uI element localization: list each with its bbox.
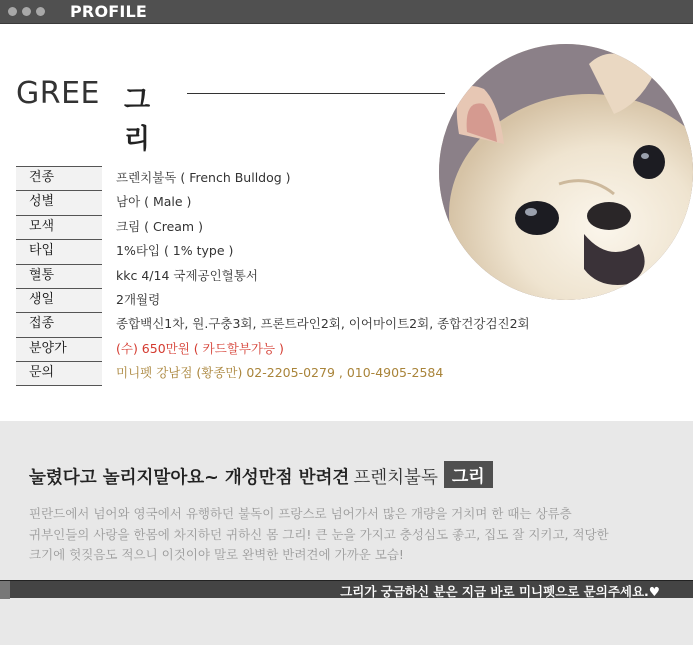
dot-icon [36, 7, 45, 16]
name-english: GREE [16, 76, 101, 111]
dot-icon [8, 7, 17, 16]
info-label: 성별 [16, 190, 102, 214]
description-headline [29, 461, 493, 491]
info-row [16, 190, 536, 214]
info-value: 프렌치불독 ( French Bulldog ) [116, 170, 291, 185]
dot-icon [22, 7, 31, 16]
info-row [16, 312, 536, 336]
section-title: PROFILE [70, 2, 148, 21]
info-value: kkc 4/14 국제공인혈통서 [116, 267, 258, 283]
info-row [16, 288, 536, 312]
info-row [16, 239, 536, 263]
info-label: 모색 [16, 215, 102, 239]
contact-banner [0, 580, 693, 598]
info-row [16, 264, 536, 288]
banner-accent [0, 581, 10, 599]
info-row [16, 166, 536, 190]
description-line: 크기에 헛짖음도 적으니 이것이야 말로 완벽한 반려견에 가까운 모습! [29, 547, 404, 562]
info-label: 접종 [16, 312, 102, 336]
info-label: 분양가 [16, 337, 102, 361]
name-korean: 그리 [124, 85, 151, 155]
headline-main: 눌렸다고 놀리지말아요~ 개성만점 반려견 [29, 468, 350, 488]
info-row [16, 215, 536, 239]
info-value: 1%타입 ( 1% type ) [116, 243, 234, 259]
name-divider [187, 93, 445, 94]
info-row [16, 337, 536, 361]
header-dots [8, 7, 45, 16]
info-row [16, 361, 536, 385]
contact-banner-text: 그리가 궁금하신 분은 지금 바로 미니펫으로 문의주세요.♥ [340, 584, 660, 599]
description-line: 핀란드에서 넘어와 영국에서 유행하던 불독이 프랑스로 넘어가서 많은 개량을 거치며 한 때는 상류층 [29, 506, 572, 521]
profile-info-table [16, 166, 536, 386]
headline-breed: 프렌치불독 [353, 468, 438, 488]
section-header-bar [0, 0, 693, 24]
description-line: 귀부인들의 사랑을 한몸에 차지하던 귀하신 몸 그리! 큰 눈을 가지고 충성심도 좋고, 집도 잘 지키고, 적당한 [29, 526, 609, 542]
info-value: 남아 ( Male ) [116, 194, 192, 210]
info-value: (수) 650만원 ( 카드할부가능 ) [116, 340, 284, 356]
info-label: 문의 [16, 361, 102, 385]
info-value: 종합백신1차, 원.구충3회, 프론트라인2회, 이어마이트2회, 종합건강검진2회 [116, 316, 530, 332]
info-value: 크림 ( Cream ) [116, 218, 203, 234]
info-label: 혈통 [16, 264, 102, 288]
info-value: 2개월령 [116, 291, 161, 307]
description-body [29, 504, 669, 566]
info-label: 생일 [16, 288, 102, 312]
info-label: 타입 [16, 239, 102, 263]
info-value: 미니펫 강남점 (황종만) 02-2205-0279 , 010-4905-2584 [116, 365, 444, 381]
info-label: 견종 [16, 166, 102, 190]
headline-name-tag: 그리 [444, 461, 493, 488]
